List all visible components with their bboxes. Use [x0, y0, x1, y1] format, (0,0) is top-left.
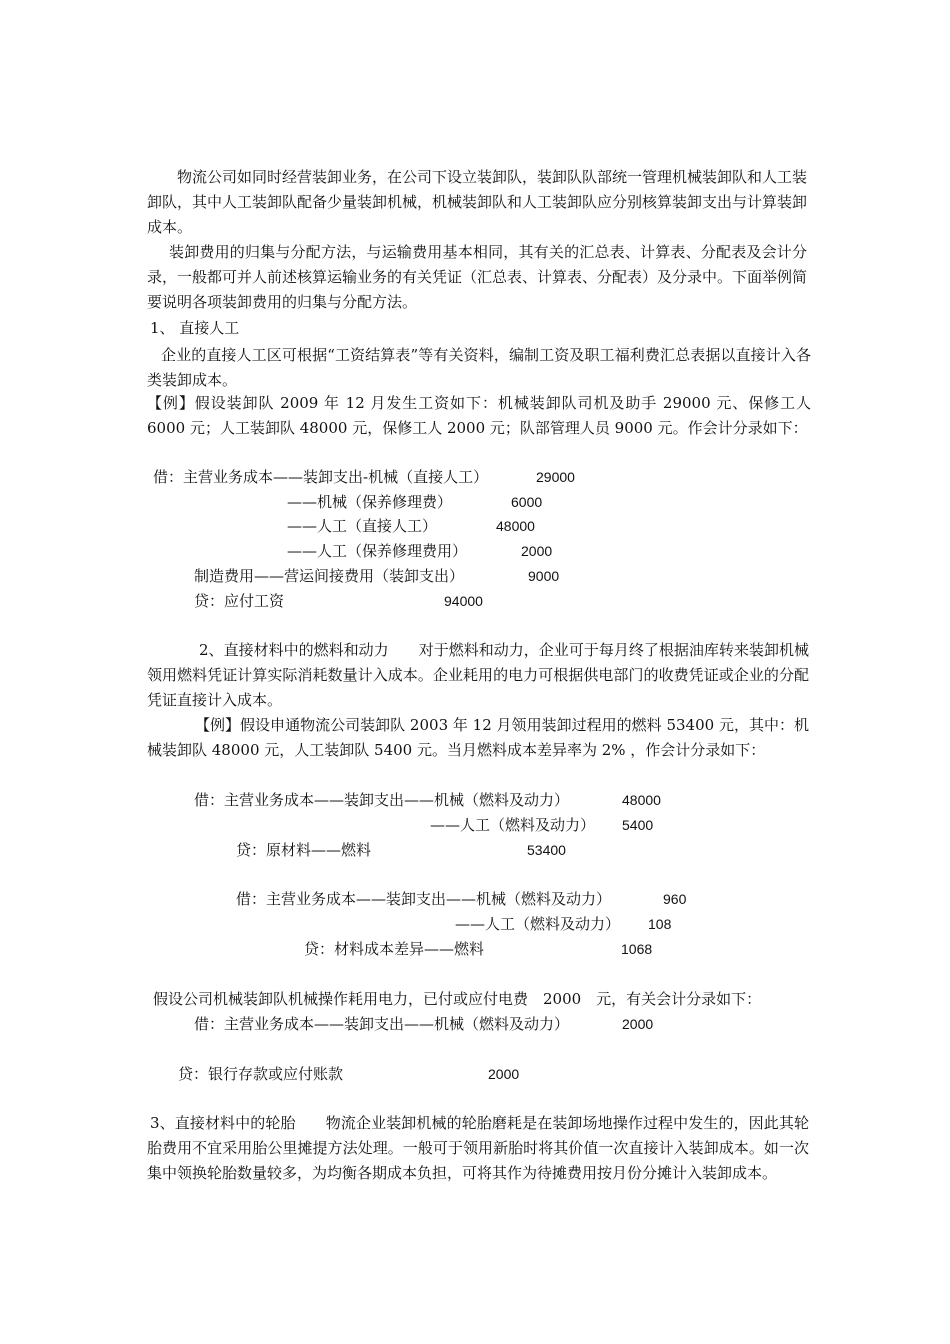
entry-label: 贷：材料成本差异——燃料: [304, 940, 485, 958]
entry-amount: 6000: [511, 494, 543, 510]
section-2-text: 2、直接材料中的燃料和动力 对于燃料和动力，企业可于每月终了根据油库转来装卸机械领用燃料凭证计算实际消耗数量计入成本。企业耗用的电力可根据供电部门的收费凭证或企业的分配凭证直接计入成本。: [147, 641, 809, 709]
entry-amount: 5400: [622, 817, 654, 833]
section-2-example: 【例】假设申通物流公司装卸队 2003 年 12 月领用装卸过程用的燃料 53400 元，其中：机械装卸队 48000 元，人工装卸队 5400 元。当月燃料成本差异率为 2% ，作会计分录如下：: [147, 716, 809, 759]
entry-label: ——人工（保养修理费用）: [287, 542, 468, 560]
section-1-heading: 1、 直接人工: [150, 319, 240, 337]
entry-amount: 48000: [496, 518, 535, 534]
intro-paragraph-2: 装卸费用的归集与分配方法，与运输费用基本相同，其有关的汇总表、计算表、分配表及会计分录，一般都可并人前述核算运输业务的有关凭证（汇总表、计算表、分配表）及分录中。下面举例简要说明各项装卸费用的归集与分配方法。: [147, 243, 808, 311]
entry-amount: 960: [663, 891, 687, 907]
entry-amount: 2000: [521, 543, 553, 559]
entry-label: 借：主营业务成本——装卸支出-机械（直接人工）: [153, 468, 489, 486]
intro-paragraph-1: 物流公司如同时经营装卸业务，在公司下设立装卸队，装卸队队部统一管理机械装卸队和人工装卸队，其中人工装卸队配备少量装卸机械，机械装卸队和人工装卸队应分别核算装卸支出与计算装卸成本。: [147, 168, 808, 236]
entry-amount: 9000: [528, 568, 560, 584]
entry-label: 制造费用——营运间接费用（装卸支出）: [194, 567, 465, 585]
entry-amount: 94000: [444, 593, 483, 609]
entry-amount: 108: [648, 916, 672, 932]
entry-amount: 1068: [621, 941, 653, 957]
entry-label: ——人工（直接人工）: [287, 517, 438, 535]
entry-label: 贷：应付工资: [194, 592, 285, 610]
section-1-example: 【例】假设装卸队 2009 年 12 月发生工资如下：机械装卸队司机及助手 29000 元、保修工人 6000 元；人工装卸队 48000 元，保修工人 2000 元；队部管理人员 9000 元。作会计分录如下：: [147, 394, 811, 437]
section-3-text: 3、直接材料中的轮胎 物流企业装卸机械的轮胎磨耗是在装卸场地操作过程中发生的，因此其轮胎费用不宜采用胎公里摊提方法处理。一般可于领用新胎时将其价值一次直接计入装卸成本。如一次集中领换轮胎数量较多，为均衡各期成本负担，可将其作为待摊费用按月份分摊计入装卸成本。: [147, 1114, 809, 1182]
entry-label: 借：主营业务成本——装卸支出——机械（燃料及动力）: [194, 791, 570, 809]
entry-amount: 48000: [622, 792, 661, 808]
entry-label: 贷：银行存款或应付账款: [178, 1065, 344, 1083]
power-text: 假设公司机械装卸队机械操作耗用电力，已付或应付电费 2000 元，有关会计分录如下：: [153, 990, 762, 1008]
entry-label: ——机械（保养修理费）: [287, 493, 453, 511]
entry-amount: 29000: [536, 469, 575, 485]
entry-label: 借：主营业务成本——装卸支出——机械（燃料及动力）: [194, 1015, 570, 1033]
section-1-text: 企业的直接人工区可根据“工资结算表”等有关资料，编制工资及职工福利费汇总表据以直接计入各类装卸成本。: [147, 346, 811, 389]
entry-label: 借：主营业务成本——装卸支出——机械（燃料及动力）: [236, 890, 612, 908]
entry-amount: 53400: [527, 842, 566, 858]
entry-amount: 2000: [488, 1066, 520, 1082]
entry-label: ——人工（燃料及动力）: [455, 915, 621, 933]
entry-label: ——人工（燃料及动力）: [430, 816, 596, 834]
entry-amount: 2000: [622, 1016, 654, 1032]
entry-label: 贷：原材料——燃料: [236, 841, 372, 859]
